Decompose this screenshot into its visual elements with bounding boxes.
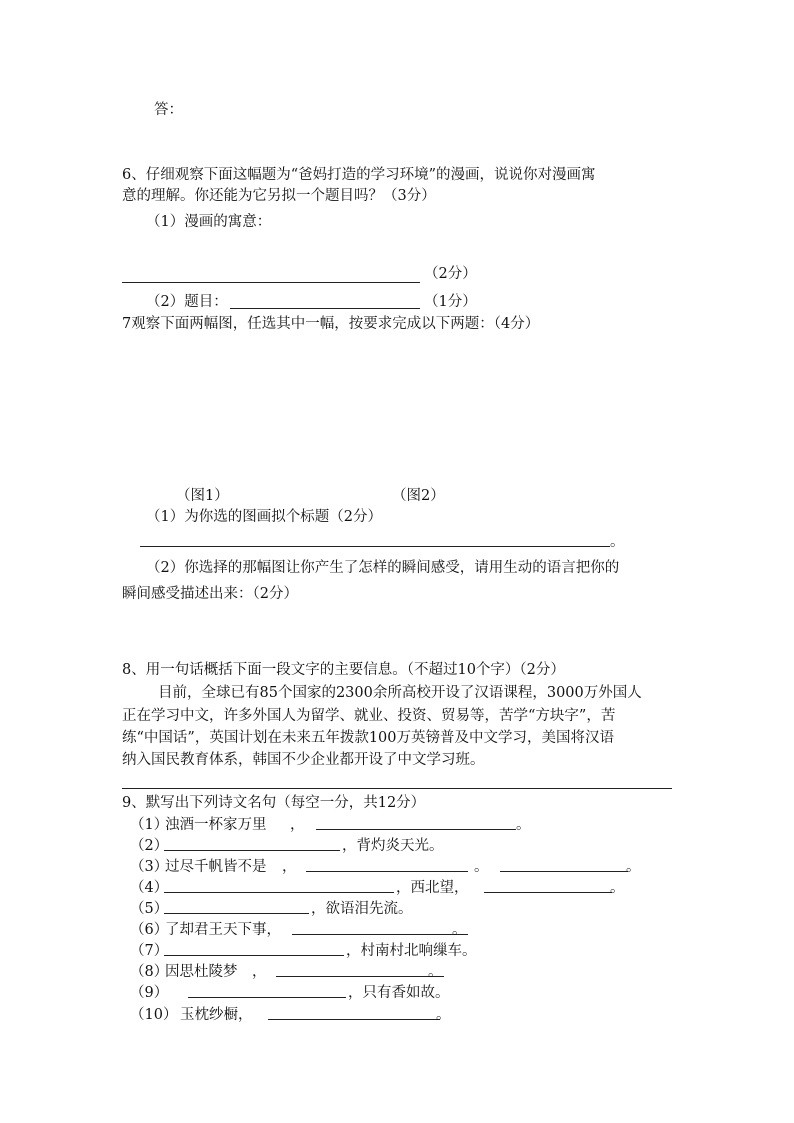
q9-blank[interactable]: [164, 850, 340, 851]
q9-item-number: （5）: [130, 901, 169, 917]
q6-sub2: （2）题目：: [146, 294, 228, 310]
q9-title: 9、默写出下列诗文名句（每空一分，共12分）: [122, 795, 426, 811]
q9-item-given: 因思杜陵梦: [165, 964, 238, 980]
answer-label: 答：: [154, 102, 183, 118]
q9-item-end: 。: [516, 817, 531, 833]
q8-para-line: 练“中国话”，英国计划在未来五年拨款100万英镑普及中文学习，美国将汉语: [122, 730, 614, 746]
q6-score-b: （1分）: [424, 294, 477, 310]
q7-period: 。: [610, 534, 625, 550]
q9-item-end: 。: [626, 859, 641, 875]
q9-blank[interactable]: [164, 892, 394, 893]
q6-line1: 6、仔细观察下面这幅题为“爸妈打造的学习环境”的漫画，说说你对漫画寓: [122, 167, 596, 183]
q8-answer-line[interactable]: [122, 788, 672, 789]
q7-sub2-line2: 瞬间感受描述出来：（2分）: [122, 586, 298, 602]
q9-item-number: （9）: [130, 985, 169, 1001]
q9-item-mid: 。: [474, 859, 489, 875]
q9-blank[interactable]: [316, 829, 516, 830]
q7-title-blank[interactable]: [140, 546, 610, 547]
q9-item-number: （6）: [130, 922, 169, 938]
q6-title-blank[interactable]: [230, 308, 420, 309]
q9-blank[interactable]: [188, 997, 346, 998]
q7-fig1-caption: （图1）: [176, 488, 229, 504]
q9-item-number: （8）: [130, 964, 169, 980]
q9-blank[interactable]: [276, 976, 444, 977]
q9-item-given: ，村南村北响缫车。: [346, 943, 477, 959]
q6-line2: 意的理解。你还能为它另拟一个题目吗？（3分）: [122, 188, 436, 204]
q6-score-a: （2分）: [424, 266, 477, 282]
q9-item-sep: ，: [290, 817, 305, 833]
q9-item-number: （4）: [130, 880, 169, 896]
q7-sub2-line1: （2）你选择的那幅图让你产生了怎样的瞬间感受，请用生动的语言把你的: [146, 560, 620, 576]
q6-answer-line[interactable]: [122, 282, 420, 283]
q9-blank[interactable]: [500, 871, 628, 872]
q9-item-number: （3）: [130, 859, 169, 875]
q9-item-given: ，西北望，: [396, 880, 469, 896]
q9-item-number: （10）: [130, 1007, 178, 1023]
q9-blank[interactable]: [164, 955, 344, 956]
q9-item-end: 。: [428, 964, 443, 980]
q9-item-given: 浊酒一杯家万里: [165, 817, 267, 833]
q9-item-number: （2）: [130, 838, 169, 854]
q9-item-given: 玉枕纱橱，: [180, 1007, 253, 1023]
q9-blank[interactable]: [292, 934, 468, 935]
q6-sub1: （1）漫画的寓意：: [146, 214, 272, 230]
q9-blank[interactable]: [306, 871, 468, 872]
q8-line1: 8、用一句话概括下面一段文字的主要信息。（不超过10个字）（2分）: [122, 662, 565, 678]
q9-blank[interactable]: [268, 1019, 440, 1020]
q9-item-end: 。: [452, 922, 467, 938]
q9-item-number: （7）: [130, 943, 169, 959]
q8-para-line: 目前，全球已有85个国家的2300余所高校开设了汉语课程，3000万外国人: [158, 685, 642, 701]
q7-sub1: （1）为你选的图画拟个标题（2分）: [146, 509, 382, 525]
q9-item-end: 。: [436, 1007, 451, 1023]
q7-line1: 7观察下面两幅图，任选其中一幅，按要求完成以下两题：（4分）: [122, 316, 540, 332]
q9-item-sep: ，: [282, 859, 297, 875]
q9-blank[interactable]: [164, 913, 309, 914]
q9-item-sep: ，: [252, 964, 267, 980]
q9-item-given: ，背灼炎天光。: [342, 838, 444, 854]
q9-item-given: 过尽千帆皆不是: [165, 859, 267, 875]
q9-blank[interactable]: [484, 892, 612, 893]
q9-item-end: 。: [610, 880, 625, 896]
q7-fig2-caption: （图2）: [392, 488, 445, 504]
q9-item-number: （1）: [130, 817, 169, 833]
q8-para-line: 正在学习中文，许多外国人为留学、就业、投资、贸易等，苦学“方块字”，苦: [122, 708, 616, 724]
q9-item-given: 了却君王天下事，: [165, 922, 281, 938]
q9-item-given: ，只有香如故。: [348, 985, 450, 1001]
q8-para-line: 纳入国民教育体系，韩国不少企业都开设了中文学习班。: [122, 752, 485, 768]
q9-item-given: ，欲语泪先流。: [311, 901, 413, 917]
